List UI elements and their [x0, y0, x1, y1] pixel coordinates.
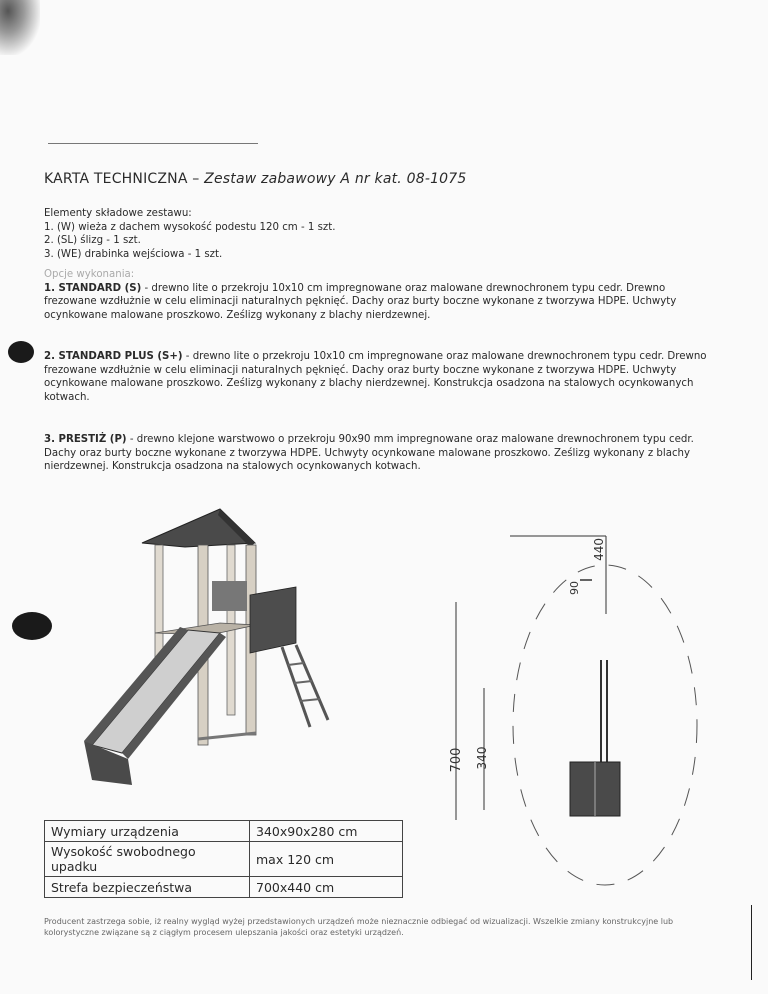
safety-zone-outline — [513, 565, 697, 885]
option-standard-plus — [44, 350, 712, 404]
title-dash: – — [187, 171, 205, 187]
specs-table — [44, 820, 403, 898]
title-product: Zestaw zabawowy A nr kat. 08-1075 — [204, 171, 467, 187]
table-row — [45, 877, 403, 898]
spec-label: Wymiary urządzenia — [45, 821, 250, 842]
spec-label: Wysokość swobodnego upadku — [45, 842, 250, 877]
option-text: - drewno lite o przekroju 10x10 cm impregnowane oraz malowane drewnochronem typu cedr. Drewno frezowane wzdłużnie w celu eliminacji naturalnych pęknięć. Dachy oraz burty boczne wykonane z tworzywa HDPE. Uchwyty ocynkowane malowane proszkowo. Ześlizg wykonany z blachy nierdzewnej. — [44, 282, 677, 321]
scan-edge-line — [751, 905, 752, 980]
spec-value: 340x90x280 cm — [250, 821, 403, 842]
disclaimer: Producent zastrzega sobie, iż realny wygląd wyżej przedstawionych urządzeń może nieznacznie odbiegać od wizualizacji. Wszelkie zmiany konstrukcyjne lub kolorystyczne związane są z ciągłym procesem ulepszania jakości oraz estetyki urządzeń. — [44, 917, 674, 937]
ladder-rung — [294, 681, 312, 683]
component-item: 2. (SL) ślizg - 1 szt. — [44, 235, 141, 246]
dim-depth-label: 90 — [568, 581, 581, 595]
spec-value: 700x440 cm — [250, 877, 403, 898]
table-row — [45, 842, 403, 877]
ladder-rung — [288, 663, 304, 665]
options-header: Opcje wykonania: — [44, 269, 135, 280]
option-label: 3. PRESTIŻ (P) — [44, 434, 127, 445]
dim-device-label: 340 — [475, 746, 489, 770]
ladder-rail — [282, 647, 310, 727]
scan-hole-icon — [12, 612, 52, 640]
option-standard — [44, 268, 709, 322]
option-text: - drewno lite o przekroju 10x10 cm impregnowane oraz malowane drewnochronem typu cedr. Drewno frezowane wzdłużnie w celu eliminacji naturalnych pęknięć. Dachy oraz burty boczne wykonane z tworzywa HDPE. Uchwyty ocynkowane malowane proszkowo. Ześlizg wykonany z blachy nierdzewnej. Konstrukcja osadzona na stalowych ocynkowanych kotwach. — [44, 351, 707, 403]
option-label: 1. STANDARD (S) — [44, 282, 142, 294]
spec-label: Strefa bezpieczeństwa — [45, 877, 250, 898]
option-text: - drewno klejone warstwowo o przekroju 90x90 mm impregnowane oraz malowane drewnochronem typu cedr. Dachy oraz burty boczne wykonane z tworzywa HDPE. Uchwyty ocynkowane malowane proszkowo. Ześlizg wykonany z blachy nierdzewnej. Konstrukcja osadzona na stalowych ocynkowanych kotwach. — [44, 434, 694, 472]
option-prestige — [44, 433, 704, 474]
safety-zone-plan — [420, 510, 720, 910]
spec-value: max 120 cm — [250, 842, 403, 877]
component-item: 3. (WE) drabinka wejściowa - 1 szt. — [44, 248, 223, 260]
scan-hole-icon — [8, 341, 34, 363]
back-panel — [212, 581, 247, 611]
top-rule — [48, 143, 258, 144]
page-title — [44, 171, 467, 187]
components-list — [44, 207, 335, 261]
scan-artifact — [0, 0, 40, 55]
ladder-rung — [300, 699, 320, 701]
table-row — [45, 821, 403, 842]
playset-illustration — [70, 495, 370, 790]
component-item: 1. (W) wieża z dachem wysokość podestu 120 cm - 1 szt. — [44, 221, 336, 233]
dim-total-label: 700 — [449, 747, 464, 773]
components-header: Elementy składowe zestawu: — [44, 208, 192, 219]
dim-width-label: 440 — [592, 538, 606, 561]
title-main: KARTA TECHNICZNA — [44, 171, 188, 187]
side-panel — [250, 587, 296, 653]
option-label: 2. STANDARD PLUS (S+) — [44, 351, 183, 362]
